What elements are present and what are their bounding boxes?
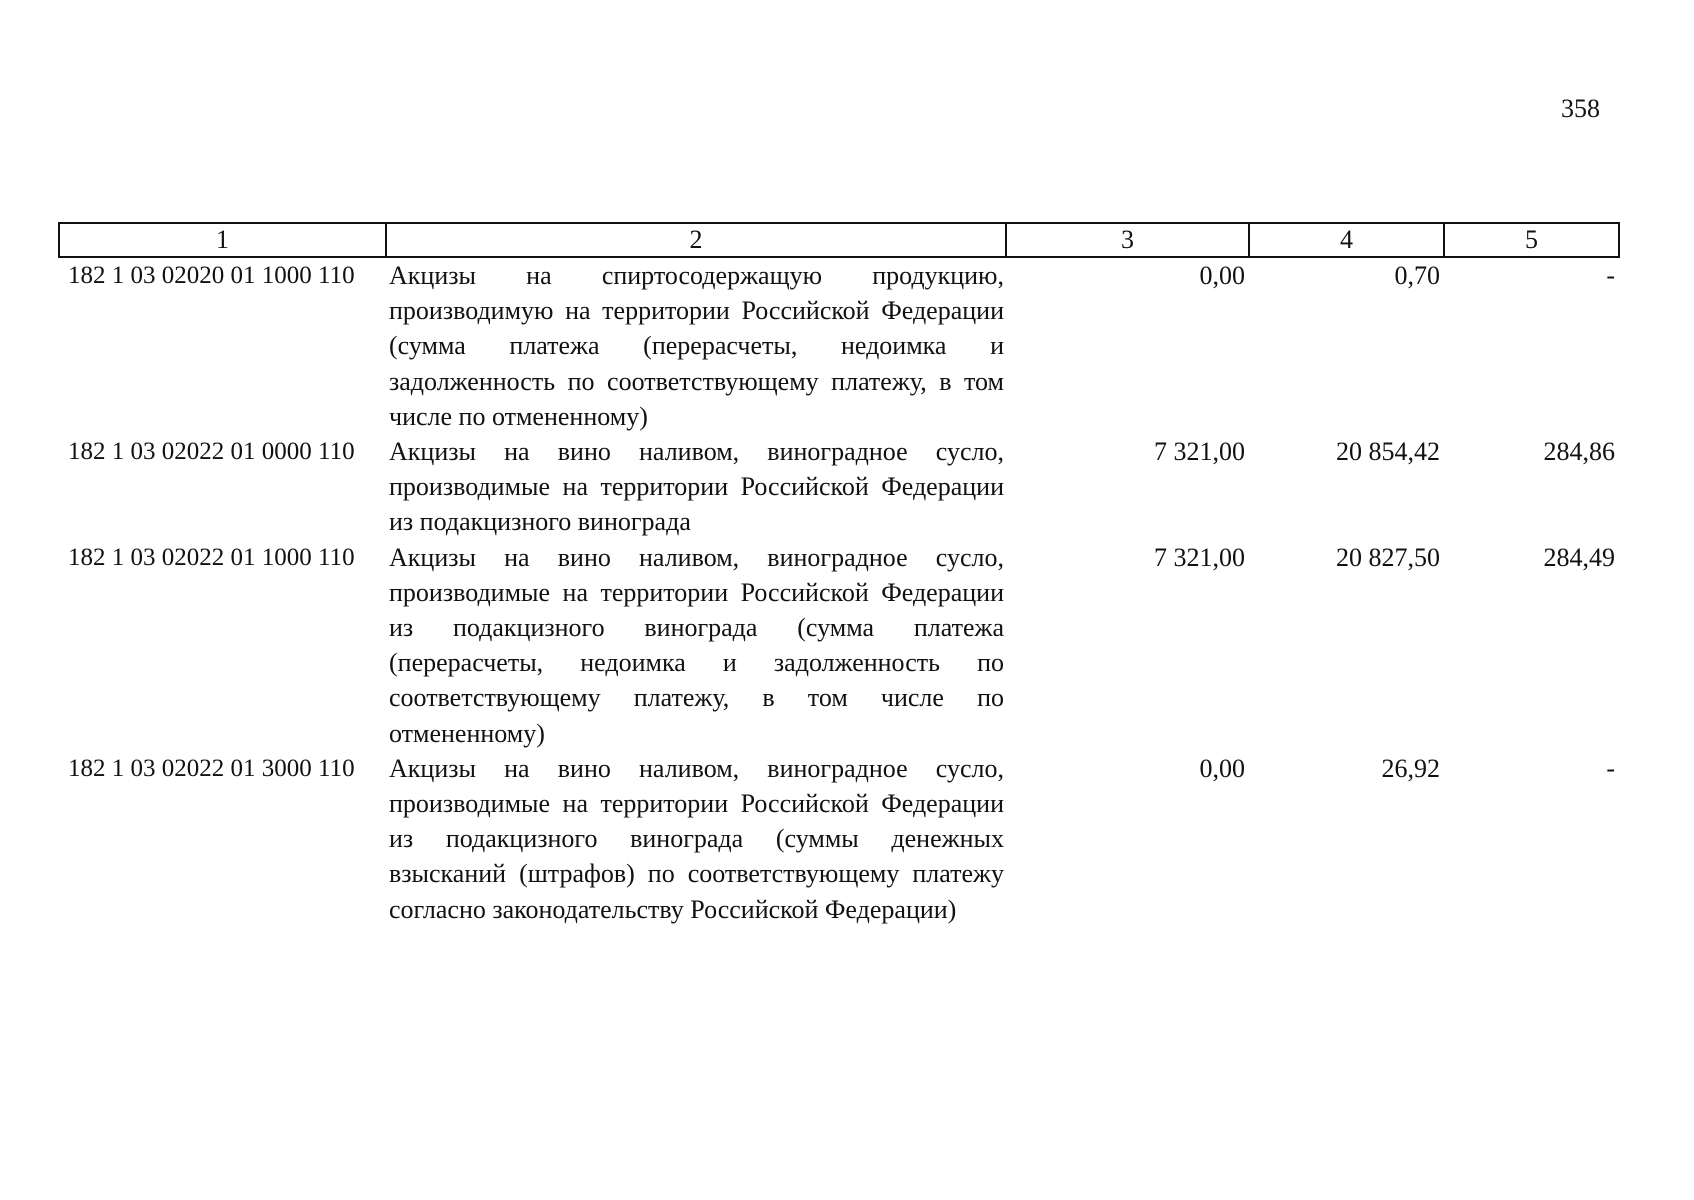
value-col3: 7 321,00: [1154, 437, 1245, 467]
revenue-table: [58, 222, 1620, 927]
column-header-2: 2: [386, 223, 1006, 257]
revenue-description: Акцизы на вино наливом, виноградное сусло, производимые на территории Российской Федерации из подакцизного винограда (суммы денежных взысканий (штрафов) по соответствующему платежу согласно законодательству Российской Федерации): [389, 753, 1004, 924]
value-col3: 0,00: [1199, 753, 1245, 783]
budget-code: 182 1 03 02022 01 1000 110: [68, 543, 355, 571]
table-row: [59, 751, 1619, 927]
column-header-1: 1: [59, 223, 386, 257]
value-col5: 284,49: [1543, 542, 1615, 572]
budget-code: 182 1 03 02022 01 0000 110: [68, 438, 355, 466]
value-col3: 7 321,00: [1154, 542, 1245, 572]
table-row: [59, 434, 1619, 540]
value-col4: 26,92: [1381, 753, 1440, 783]
value-col3: 0,00: [1199, 261, 1245, 290]
budget-code: 182 1 03 02020 01 1000 110: [68, 262, 355, 289]
column-header-5: 5: [1444, 223, 1619, 257]
column-header-4: 4: [1249, 223, 1444, 257]
column-header-3: 3: [1006, 223, 1249, 257]
page-number: 358: [1561, 94, 1600, 123]
value-col4: 20 827,50: [1336, 542, 1440, 572]
table-row: [59, 540, 1619, 751]
value-col5: -: [1606, 261, 1615, 290]
budget-code: 182 1 03 02022 01 3000 110: [68, 754, 355, 782]
table-row: [59, 257, 1619, 434]
value-col5: -: [1606, 753, 1615, 783]
value-col4: 0,70: [1394, 261, 1440, 290]
revenue-description: Акцизы на спиртосодержащую продукцию, производимую на территории Российской Федерации (сумма платежа (перерасчеты, недоимка и задолженность по соответствующему платежу, в том числе по отмененному): [389, 261, 1004, 431]
table-header-row: [59, 223, 1619, 257]
revenue-description: Акцизы на вино наливом, виноградное сусло, производимые на территории Российской Федерации из подакцизного винограда (сумма платежа (перерасчеты, недоимка и задолженность по соответствующему платежу, в том числе по отмененному): [389, 542, 1004, 748]
value-col4: 20 854,42: [1336, 437, 1440, 467]
revenue-description: Акцизы на вино наливом, виноградное сусло, производимые на территории Российской Федерации из подакцизного винограда: [389, 437, 1004, 537]
value-col5: 284,86: [1543, 437, 1615, 467]
